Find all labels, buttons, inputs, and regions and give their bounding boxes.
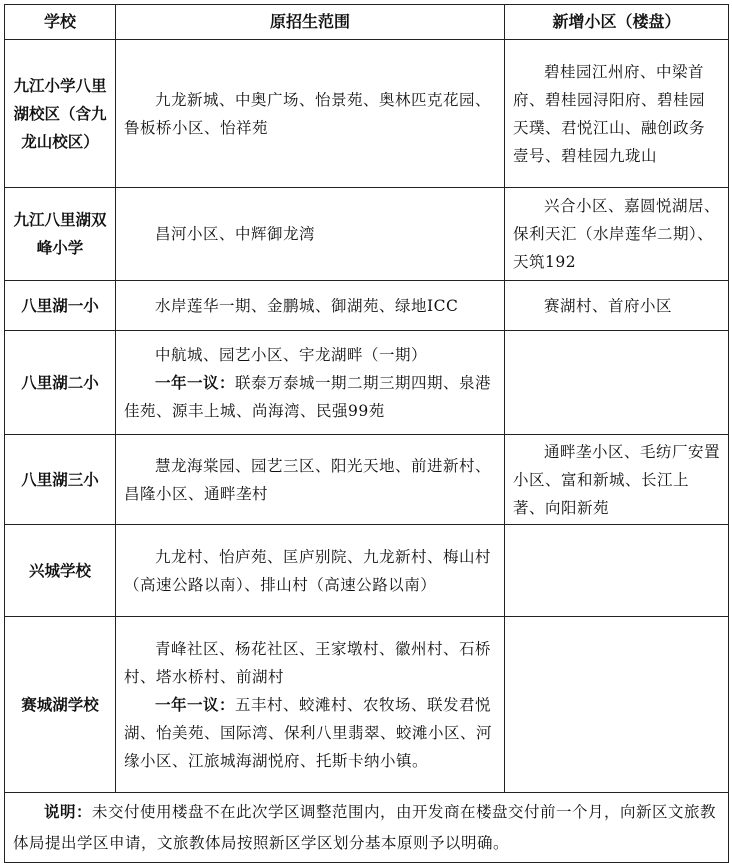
original-range xyxy=(116,331,505,435)
annual-review-block xyxy=(124,369,496,425)
school-name: 八里湖二小 xyxy=(5,331,116,435)
new-area xyxy=(505,331,729,435)
school-name: 兴城学校 xyxy=(5,525,116,617)
new-area xyxy=(505,617,729,793)
note-row xyxy=(5,793,729,863)
new-area xyxy=(505,435,729,525)
range-text: 慧龙海棠园、园艺三区、阳光天地、前进新村、昌隆小区、通畔垄村 xyxy=(124,456,492,503)
table-row xyxy=(5,617,729,793)
new-area-text: 兴合小区、嘉圆悦湖居、保利天汇（水岸莲华二期）、天筑192 xyxy=(513,197,721,271)
table-row xyxy=(5,525,729,617)
new-area xyxy=(505,40,729,188)
note-label: 说明： xyxy=(44,802,93,821)
new-area-text: 碧桂园江州府、中梁首府、碧桂园浔阳府、碧桂园天璞、君悦江山、融创政务壹号、碧桂园九珑山 xyxy=(513,62,706,165)
original-range xyxy=(116,40,505,188)
original-range xyxy=(116,617,505,793)
school-name: 赛城湖学校 xyxy=(5,617,116,793)
annual-review-label: 一年一议： xyxy=(155,372,236,392)
table-row xyxy=(5,281,729,331)
header-range: 原招生范围 xyxy=(116,5,505,40)
range-text: 九龙村、怡庐苑、匡庐别院、九龙新村、梅山村（高速公路以南）、排山村（高速公路以南） xyxy=(124,547,492,594)
new-area xyxy=(505,188,729,281)
school-name: 九江小学八里湖校区（含九龙山校区） xyxy=(5,40,116,188)
school-zone-table xyxy=(4,4,729,863)
header-school: 学校 xyxy=(5,5,116,40)
table-row xyxy=(5,331,729,435)
school-name: 八里湖三小 xyxy=(5,435,116,525)
school-name: 八里湖一小 xyxy=(5,281,116,331)
new-area-text: 赛湖村、首府小区 xyxy=(544,296,673,315)
range-text: 九龙新城、中奥广场、怡景苑、奥林匹克花园、鲁板桥小区、怡祥苑 xyxy=(124,90,492,137)
original-range xyxy=(116,525,505,617)
annual-review-text: 联泰万泰城一期二期三期四期、泉港佳苑、源丰上城、尚海湾、民强99苑 xyxy=(124,373,492,420)
note-text: 未交付使用楼盘不在此次学区调整范围内，由开发商在楼盘交付前一个月，向新区文旅教体局提出学区申请，文旅教体局按照新区学区划分基本原则予以明确。 xyxy=(13,803,717,852)
range-text: 青峰社区、杨花社区、王家墩村、徽州村、石桥村、塔水桥村、前湖村 xyxy=(124,639,492,686)
original-range xyxy=(116,435,505,525)
new-area-text: 通畔垄小区、毛纺厂安置小区、富和新城、长江上著、向阳新苑 xyxy=(513,442,721,517)
table-row xyxy=(5,435,729,525)
original-range xyxy=(116,281,505,331)
annual-review-text: 五丰村、蛟滩村、农牧场、联发君悦湖、怡美苑、国际湾、保利八里翡翠、蛟滩小区、河缘小区、江旅城海湖悦府、托斯卡纳小镇。 xyxy=(124,695,493,770)
header-row xyxy=(5,5,729,40)
note-cell xyxy=(5,793,729,863)
range-text: 昌河小区、中辉御龙湾 xyxy=(155,225,316,243)
school-name: 九江八里湖双峰小学 xyxy=(5,188,116,281)
table-row xyxy=(5,188,729,281)
note-paragraph xyxy=(13,796,720,859)
range-text: 水岸莲华一期、金鹏城、御湖苑、绿地ICC xyxy=(155,296,459,315)
original-range xyxy=(116,188,505,281)
annual-review-block xyxy=(124,691,496,775)
annual-review-label: 一年一议： xyxy=(155,694,236,714)
new-area xyxy=(505,525,729,617)
new-area xyxy=(505,281,729,331)
header-new-area: 新增小区（楼盘） xyxy=(505,5,729,40)
table-row xyxy=(5,40,729,188)
range-text: 中航城、园艺小区、宇龙湖畔（一期） xyxy=(155,345,428,364)
